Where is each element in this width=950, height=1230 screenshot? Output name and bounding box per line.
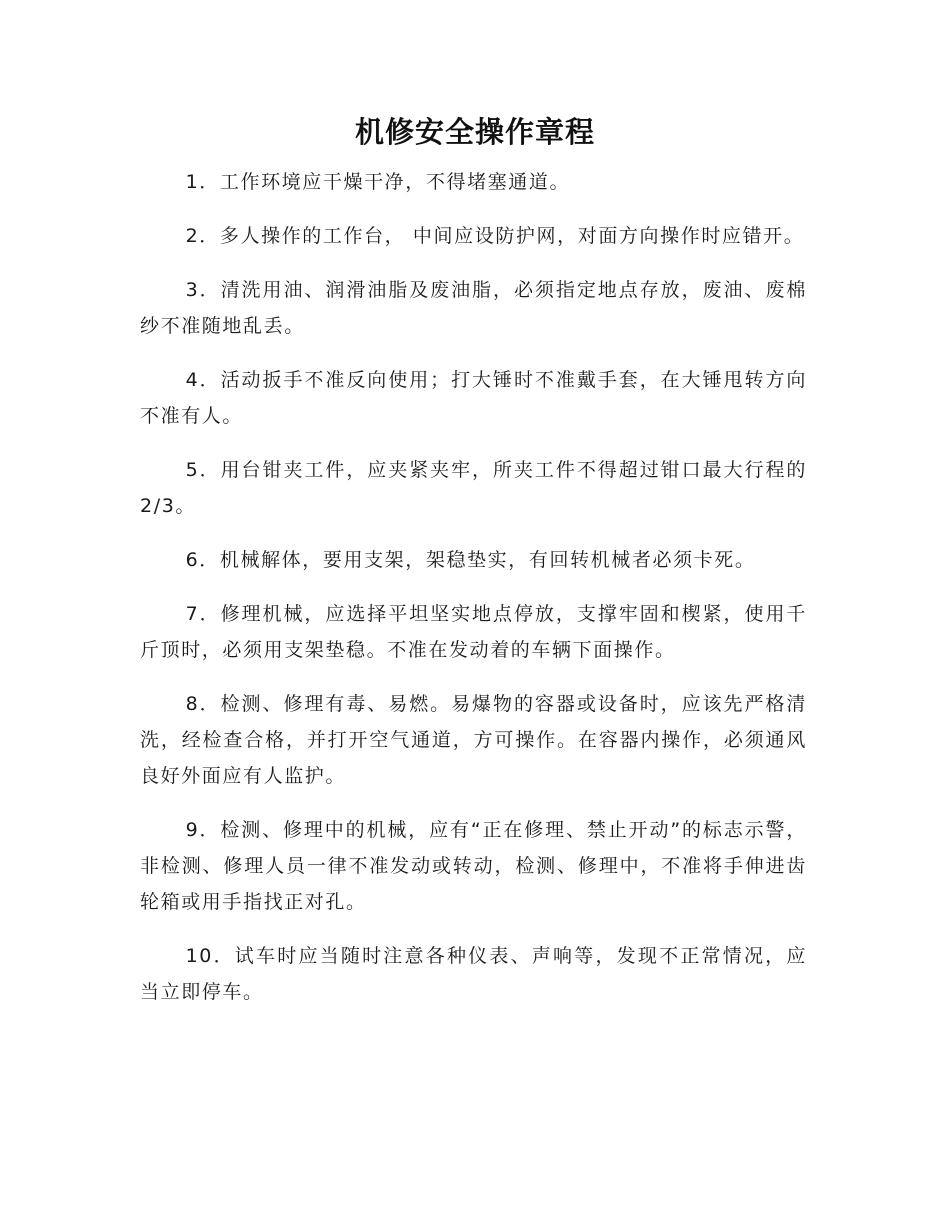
rule-paragraph-10: 10．试车时应当随时注意各种仪表、声响等，发现不正常情况，应当立即停车。 <box>140 945 807 1003</box>
rule-paragraph-2: 2．多人操作的工作台， 中间应设防护网，对面方向操作时应错开。 <box>185 225 805 247</box>
rule-paragraph-5: 5．用台钳夹工件，应夹紧夹牢，所夹工件不得超过钳口最大行程的2/3。 <box>140 459 807 517</box>
rule-paragraph-3: 3．清洗用油、润滑油脂及废油脂，必须指定地点存放，废油、废棉纱不准随地乱丢。 <box>140 279 807 337</box>
rule-paragraph-9: 9．检测、修理中的机械，应有“正在修理、禁止开动”的标志示警，非检测、修理人员一律不准发动或转动，检测、修理中，不准将手伸进齿轮箱或用手指找正对孔。 <box>140 819 807 913</box>
rule-paragraph-7: 7．修理机械，应选择平坦坚实地点停放，支撑牢固和楔紧，使用千斤顶时，必须用支架垫稳。不准在发动着的车辆下面操作。 <box>140 603 807 661</box>
rule-paragraph-8: 8．检测、修理有毒、易燃。易爆物的容器或设备时，应该先严格清洗，经检查合格，并打开空气通道，方可操作。在容器内操作，必须通风良好外面应有人监护。 <box>140 693 807 787</box>
document-body <box>140 164 807 1028</box>
document-title: 机修安全操作章程 <box>354 115 595 149</box>
rule-paragraph-4: 4．活动扳手不准反向使用；打大锤时不准戴手套，在大锤甩转方向不准有人。 <box>140 369 807 427</box>
rule-paragraph-1: 1．工作环境应干燥干净，不得堵塞通道。 <box>185 171 571 193</box>
rule-paragraph-6: 6．机械解体，要用支架，架稳垫实，有回转机械者必须卡死。 <box>185 549 756 571</box>
